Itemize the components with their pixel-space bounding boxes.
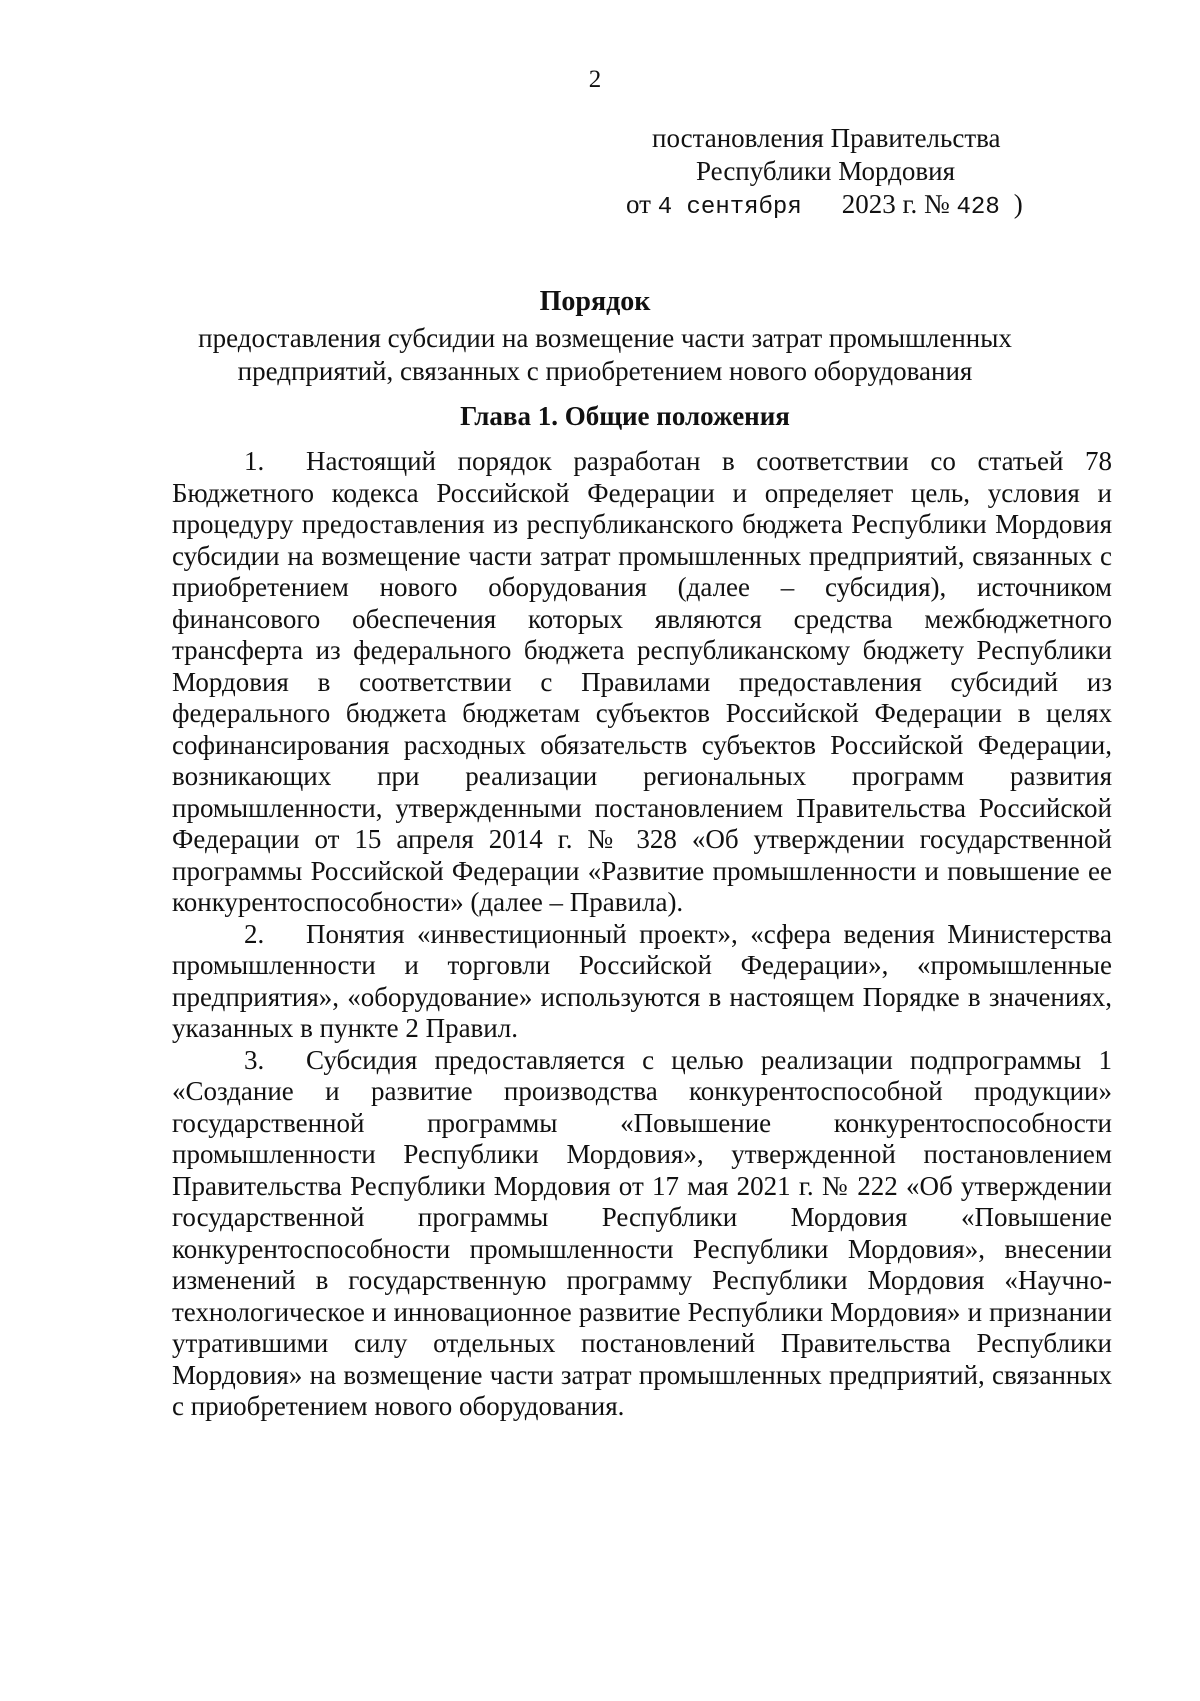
document-header (626, 122, 1130, 224)
document-subtitle: предоставления субсидии на возмещение части затрат промышленных предприятий, связанных с приобретением нового оборудования (198, 323, 1012, 386)
paragraph-2 (172, 919, 1112, 1045)
date-prefix: от (626, 189, 651, 219)
header-date-line (626, 188, 1130, 224)
page-number: 2 (588, 66, 602, 93)
header-line-2: Республики Мордовия (696, 156, 956, 186)
document-title: Порядок (539, 286, 651, 317)
paragraph-number: 2. (244, 918, 265, 949)
date-year: 2023 г. № (841, 189, 950, 219)
paragraph-1 (172, 446, 1112, 919)
paragraph-text: Субсидия предоставляется с целью реализации подпрограммы 1 «Создание и развитие производства конкурентоспособной продукции» государственной программы «Повышение конкурентоспособности промышленности Республики Мордовия», утвержденной постановлением Правительства Республики Мордовия от 17 мая 2021 г. № 222 «Об утверждении государственной программы Республики Мордовия «Повышение конкурентоспособности промышленности Республики Мордовия», внесении изменений в государственную программу Республики Мордовия «Научно-технологическое и инновационное развитие Республики Мордовия» и признании утратившими силу отдельных постановлений Правительства Республики Мордовия» на возмещение части затрат промышленных предприятий, связанных с приобретением нового оборудования. (172, 1044, 1112, 1421)
paragraph-number: 3. (244, 1044, 265, 1075)
chapter-heading: Глава 1. Общие положения (460, 401, 790, 431)
paragraph-number: 1. (244, 446, 265, 476)
close-paren: ) (1013, 189, 1023, 219)
header-line-1: постановления Правительства (652, 123, 1001, 153)
paragraph-text: Настоящий порядок разработан в соответствии со статьей 78 Бюджетного кодекса Российской Федерации и определяет цель, условия и процедуру предоставления из республиканского бюджета Республики Мордовия субсидии на возмещение части затрат промышленных предприятий, связанных с приобретением нового оборудования (далее – субсидия), источником финансового обеспечения которых являются средства межбюджетного трансферта из федерального бюджета республиканскому бюджету Республики Мордовия в соответствии с Правилами предоставления субсидий из федерального бюджета бюджетам субъектов Российской Федерации в целях софинансирования расходных обязательств субъектов Российской Федерации, возникающих при реализации региональных программ развития промышленности, утвержденными постановлением Правительства Российской Федерации от 15 апреля 2014 г. № 328 «Об утверждении государственной программы Российской Федерации «Развитие промышленности и повышение ее конкурентоспособности» (далее – Правила). (172, 446, 1112, 917)
paragraph-3 (172, 1045, 1112, 1423)
paragraph-text: Понятия «инвестиционный проект», «сфера ведения Министерства промышленности и торговли Российской Федерации», «промышленные предприятия», «оборудование» используются в настоящем Порядке в значениях, указанных в пункте 2 Правил. (172, 918, 1112, 1043)
document-number: 428 (956, 194, 1000, 221)
date-day-month: 4 сентября (657, 194, 802, 221)
document-body (172, 446, 1112, 1423)
